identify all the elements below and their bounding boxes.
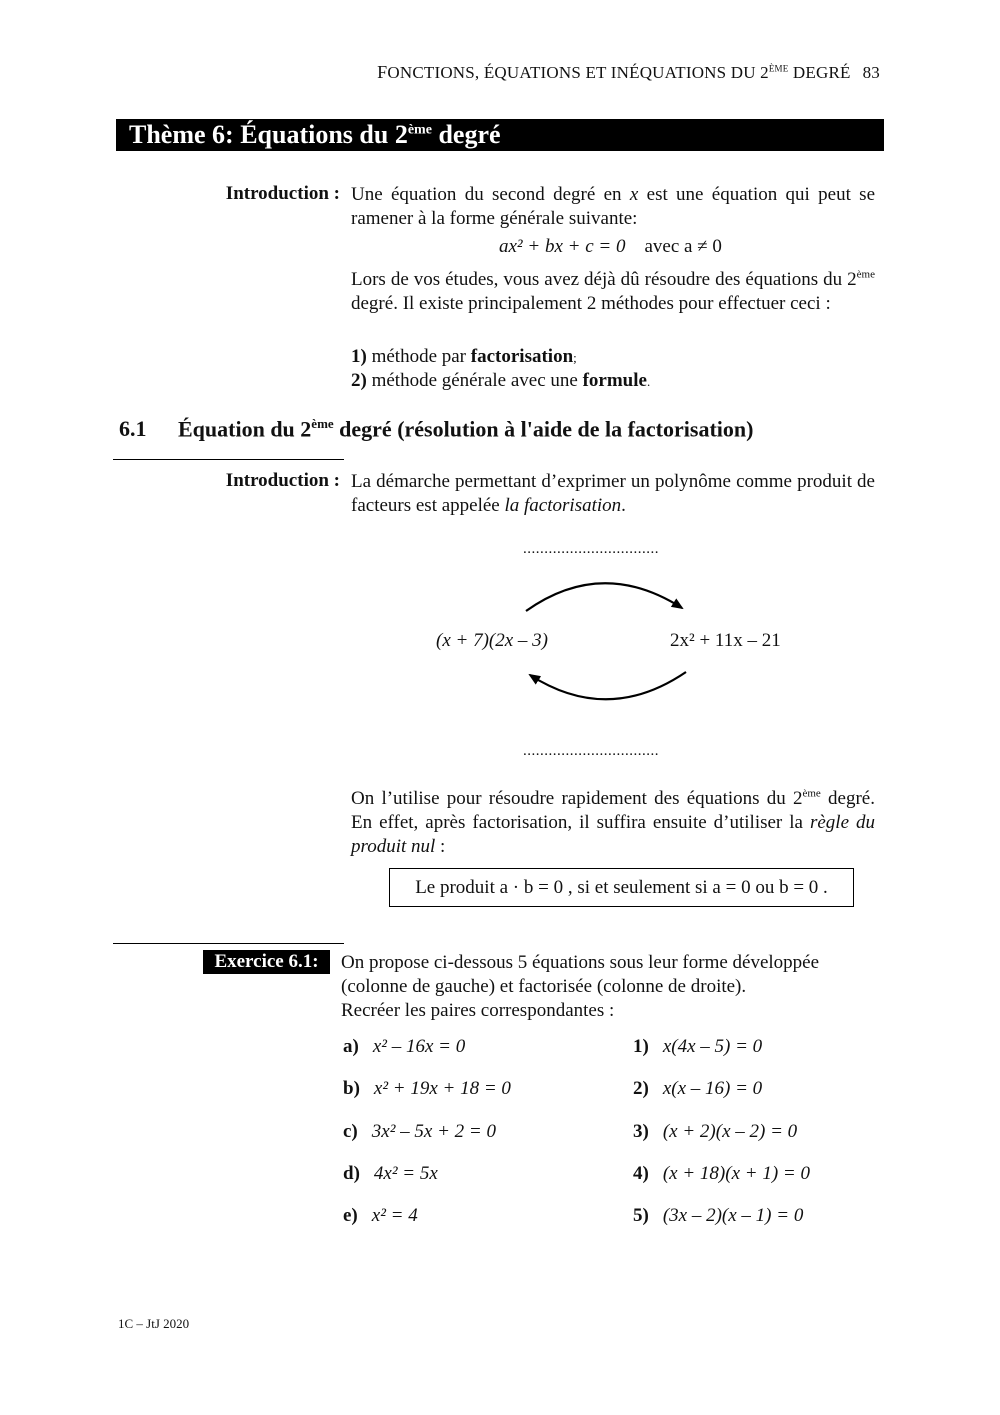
running-title-sup: ÈME (768, 63, 789, 74)
methods-text-a: Lors de vos études, vous avez déjà dû résoudre des équations du 2 (351, 269, 857, 290)
factored-3 (633, 1121, 797, 1143)
intro2-term: la factorisation (504, 495, 622, 516)
diagram-blank-top: ................................ (523, 541, 659, 557)
general-formula (499, 236, 722, 258)
zero-product-rule-text: Le produit a · b = 0 , si et seulement si a = 0 ou b = 0 . (415, 876, 828, 898)
factored-expression (436, 630, 548, 652)
zero-product-text-a: On l’utilise pour résoudre rapidement des équations du 2 (351, 788, 803, 809)
intro-variable: x (629, 184, 639, 205)
equation-b-key: b) (343, 1078, 360, 1099)
theme-title-main: Thème 6: Équations du 2 (129, 120, 408, 149)
zero-product-term: règle du produit nul (351, 812, 875, 857)
factored-4 (633, 1163, 810, 1185)
equation-a (343, 1036, 465, 1058)
equation-e (343, 1205, 418, 1227)
factored-1-key: 1) (633, 1036, 649, 1057)
factored-4-expr: (x + 18)(x + 1) = 0 (662, 1163, 810, 1184)
theme-title-sup: ème (407, 122, 432, 138)
zero-product-text-sup: ème (802, 787, 821, 800)
factored-4-key: 4) (633, 1163, 649, 1184)
equation-d-key: d) (343, 1163, 360, 1184)
section-title-b: degré (résolution à l'aide de la factorisation) (333, 416, 754, 442)
method-2-keyword: formule (582, 370, 647, 391)
intro2-paragraph (351, 470, 875, 518)
equation-d (343, 1163, 438, 1185)
method-1-keyword: factorisation (470, 346, 574, 367)
factored-3-key: 3) (633, 1121, 649, 1142)
factored-3-expr: (x + 2)(x – 2) = 0 (662, 1121, 798, 1142)
factored-1 (633, 1036, 762, 1058)
running-title-end: DEGRÉ (788, 63, 851, 82)
exercise-instruction-line1: On propose ci-dessous 5 équations sous leur forme développée (colonne de gauche) et factorisée (colonne de droite). (341, 952, 820, 997)
zero-product-text-b: degré. En effet, après factorisation, il suffira ensuite d’utiliser la (351, 788, 875, 833)
arrow-develop (526, 583, 682, 611)
intro2-end: . (621, 495, 626, 516)
method-2-number: 2) (351, 370, 367, 391)
arrow-factorize (530, 672, 686, 699)
method-2-end: . (646, 374, 651, 389)
exercise-label: Exercice 6.1: (203, 950, 330, 974)
section-title-sup: ème (311, 416, 334, 431)
equation-b-expr: x² + 19x + 18 = 0 (373, 1078, 511, 1099)
equation-a-key: a) (343, 1036, 359, 1057)
intro2-text: La démarche permettant d’exprimer un polynôme comme produit de facteurs est appelée (351, 471, 875, 516)
equation-e-key: e) (343, 1205, 358, 1226)
equation-c (343, 1121, 496, 1143)
running-title-initial: F (377, 62, 388, 82)
developed-expression-text: 2x² + 11x – 21 (670, 630, 781, 651)
theme-title-end: degré (431, 120, 501, 149)
factored-5 (633, 1205, 803, 1227)
running-header (377, 62, 880, 83)
equation-c-key: c) (343, 1121, 358, 1142)
factored-2 (633, 1078, 762, 1100)
factored-5-key: 5) (633, 1205, 649, 1226)
formula-expression: ax² + bx + c = 0 (499, 236, 626, 257)
method-1-text: méthode par (366, 346, 471, 367)
method-2 (351, 369, 875, 394)
methods-paragraph (351, 268, 875, 316)
equation-d-expr: 4x² = 5x (373, 1163, 438, 1184)
intro-paragraph (351, 183, 875, 231)
factored-2-expr: x(x – 16) = 0 (662, 1078, 763, 1099)
section-title-a: Équation du 2 (178, 416, 312, 442)
equation-a-expr: x² – 16x = 0 (372, 1036, 466, 1057)
method-1 (351, 345, 875, 370)
methods-text-sup: ème (856, 268, 875, 281)
diagram-blank-bottom: ................................ (523, 743, 659, 759)
equation-c-expr: 3x² – 5x + 2 = 0 (371, 1121, 496, 1142)
intro-label: Introduction : (225, 183, 340, 204)
exercise-instruction-line2: Recréer les paires correspondantes : (341, 1000, 615, 1021)
developed-expression (670, 630, 781, 652)
method-1-end: ; (573, 350, 577, 365)
zero-product-paragraph (351, 787, 875, 859)
running-title-text: ONCTIONS, ÉQUATIONS ET INÉQUATIONS DU 2 (387, 63, 769, 82)
intro-text-b: est une équation qui peut se ramener à la forme générale suivante: (351, 184, 875, 229)
method-1-number: 1) (351, 346, 367, 367)
factored-expression-text: (x + 7)(2x – 3) (436, 630, 548, 651)
zero-product-rule-box (389, 868, 854, 907)
section-title (178, 416, 753, 442)
page-number: 83 (862, 63, 880, 82)
theme-title-bar (116, 119, 884, 151)
method-2-text: méthode générale avec une (366, 370, 583, 391)
factored-2-key: 2) (633, 1078, 649, 1099)
section-number: 6.1 (119, 416, 147, 441)
equation-e-expr: x² = 4 (371, 1205, 418, 1226)
page-footer: 1C – JtJ 2020 (118, 1316, 190, 1331)
formula-condition: avec a ≠ 0 (644, 236, 722, 257)
factored-1-expr: x(4x – 5) = 0 (662, 1036, 763, 1057)
factored-5-expr: (3x – 2)(x – 1) = 0 (662, 1205, 804, 1226)
exercise-rule (113, 943, 344, 944)
intro2-label: Introduction : (225, 470, 340, 491)
zero-product-end: : (435, 836, 446, 857)
intro-text-a: Une équation du second degré en (351, 184, 630, 205)
theme-title (129, 120, 501, 150)
equation-b (343, 1078, 511, 1100)
exercise-instructions (341, 951, 871, 1023)
section-rule (113, 459, 344, 460)
methods-text-b: degré. Il existe principalement 2 méthodes pour effectuer ceci : (351, 293, 831, 314)
